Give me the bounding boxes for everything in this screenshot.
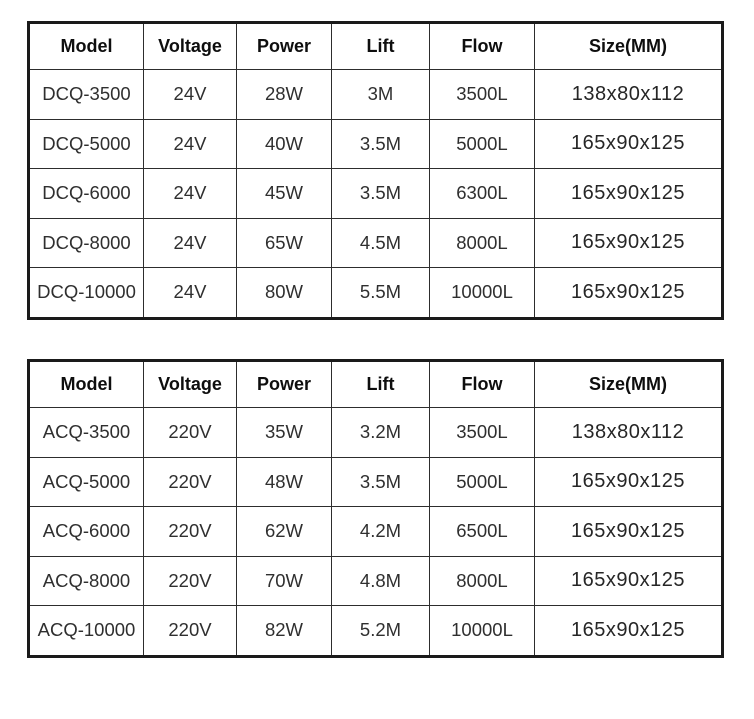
table-row — [29, 556, 723, 606]
cell-power: 82W — [237, 606, 332, 657]
cell-model: DCQ-3500 — [29, 70, 144, 120]
cell-size: 138x80x112 — [535, 408, 723, 458]
table-row — [29, 606, 723, 657]
cell-lift: 5.5M — [332, 268, 430, 319]
cell-model: ACQ-8000 — [29, 556, 144, 606]
cell-size: 165x90x125 — [535, 507, 723, 557]
cell-lift: 3.5M — [332, 457, 430, 507]
cell-power: 80W — [237, 268, 332, 319]
table-row — [29, 218, 723, 268]
cell-voltage: 24V — [144, 119, 237, 169]
dc-pump-spec-table — [27, 21, 724, 320]
cell-size: 165x90x125 — [535, 457, 723, 507]
column-header-flow: Flow — [430, 23, 535, 70]
cell-flow: 3500L — [430, 70, 535, 120]
cell-lift: 4.8M — [332, 556, 430, 606]
column-header-voltage: Voltage — [144, 23, 237, 70]
cell-lift: 3.5M — [332, 169, 430, 219]
column-header-power: Power — [237, 361, 332, 408]
cell-model: ACQ-6000 — [29, 507, 144, 557]
cell-lift: 3M — [332, 70, 430, 120]
table-row — [29, 408, 723, 458]
cell-power: 40W — [237, 119, 332, 169]
cell-voltage: 220V — [144, 556, 237, 606]
cell-model: DCQ-5000 — [29, 119, 144, 169]
cell-lift: 3.5M — [332, 119, 430, 169]
table-row — [29, 169, 723, 219]
cell-power: 45W — [237, 169, 332, 219]
table-row — [29, 119, 723, 169]
cell-flow: 5000L — [430, 457, 535, 507]
cell-flow: 6500L — [430, 507, 535, 557]
column-header-lift: Lift — [332, 361, 430, 408]
cell-model: ACQ-3500 — [29, 408, 144, 458]
header-row — [29, 361, 723, 408]
cell-voltage: 24V — [144, 218, 237, 268]
cell-voltage: 24V — [144, 169, 237, 219]
cell-lift: 4.2M — [332, 507, 430, 557]
cell-model: ACQ-10000 — [29, 606, 144, 657]
cell-flow: 5000L — [430, 119, 535, 169]
table-row — [29, 457, 723, 507]
cell-power: 70W — [237, 556, 332, 606]
cell-model: ACQ-5000 — [29, 457, 144, 507]
table-row — [29, 268, 723, 319]
cell-voltage: 24V — [144, 268, 237, 319]
cell-lift: 3.2M — [332, 408, 430, 458]
cell-power: 65W — [237, 218, 332, 268]
column-header-size: Size(MM) — [535, 23, 723, 70]
cell-size: 138x80x112 — [535, 70, 723, 120]
cell-voltage: 220V — [144, 457, 237, 507]
column-header-power: Power — [237, 23, 332, 70]
cell-model: DCQ-6000 — [29, 169, 144, 219]
column-header-size: Size(MM) — [535, 361, 723, 408]
cell-power: 35W — [237, 408, 332, 458]
column-header-model: Model — [29, 23, 144, 70]
cell-size: 165x90x125 — [535, 606, 723, 657]
cell-voltage: 24V — [144, 70, 237, 120]
cell-size: 165x90x125 — [535, 268, 723, 319]
cell-voltage: 220V — [144, 408, 237, 458]
cell-flow: 10000L — [430, 606, 535, 657]
cell-size: 165x90x125 — [535, 119, 723, 169]
cell-model: DCQ-10000 — [29, 268, 144, 319]
cell-lift: 4.5M — [332, 218, 430, 268]
column-header-flow: Flow — [430, 361, 535, 408]
cell-power: 48W — [237, 457, 332, 507]
cell-size: 165x90x125 — [535, 218, 723, 268]
column-header-lift: Lift — [332, 23, 430, 70]
table-row — [29, 507, 723, 557]
cell-power: 62W — [237, 507, 332, 557]
cell-voltage: 220V — [144, 606, 237, 657]
column-header-voltage: Voltage — [144, 361, 237, 408]
cell-flow: 8000L — [430, 556, 535, 606]
column-header-model: Model — [29, 361, 144, 408]
header-row — [29, 23, 723, 70]
table-row — [29, 70, 723, 120]
ac-pump-spec-table — [27, 359, 724, 658]
cell-flow: 3500L — [430, 408, 535, 458]
cell-flow: 6300L — [430, 169, 535, 219]
cell-flow: 10000L — [430, 268, 535, 319]
cell-flow: 8000L — [430, 218, 535, 268]
cell-voltage: 220V — [144, 507, 237, 557]
cell-model: DCQ-8000 — [29, 218, 144, 268]
cell-size: 165x90x125 — [535, 556, 723, 606]
cell-size: 165x90x125 — [535, 169, 723, 219]
cell-lift: 5.2M — [332, 606, 430, 657]
cell-power: 28W — [237, 70, 332, 120]
